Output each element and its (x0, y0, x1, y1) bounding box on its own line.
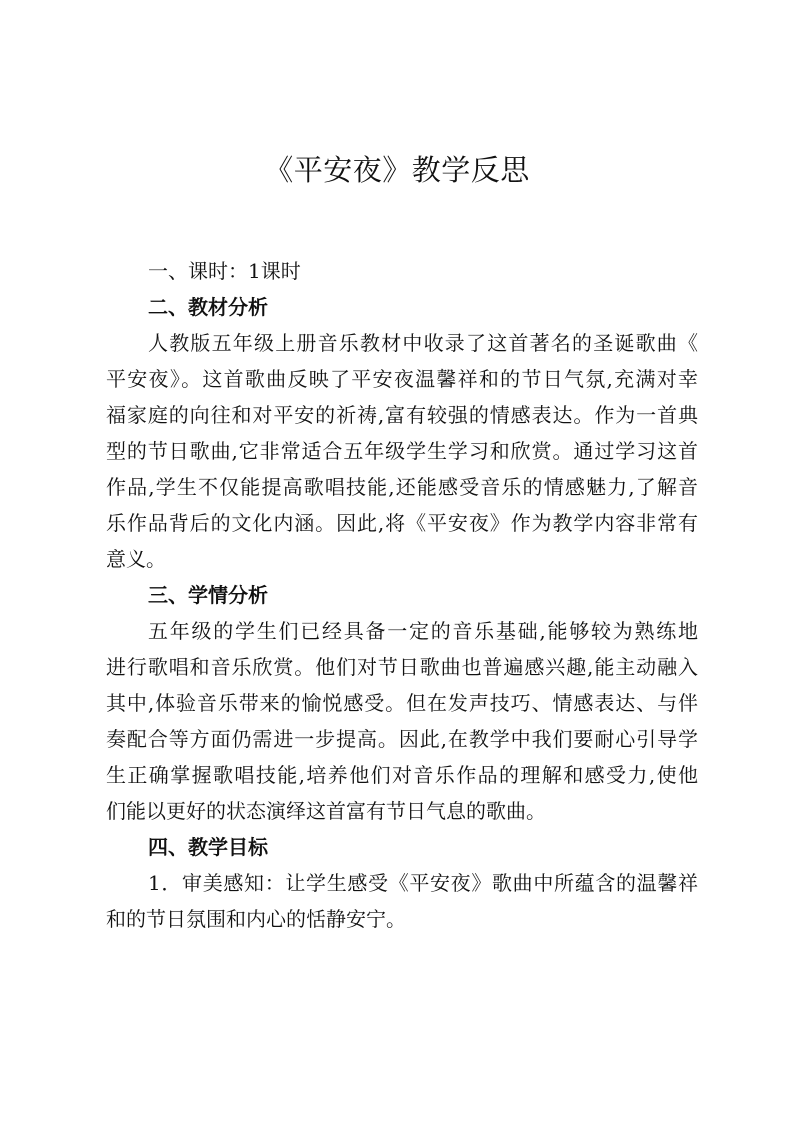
section-heading-teaching-goals: 四、教学目标 (148, 835, 268, 859)
paragraph-line: 1．审美感知：让学生感受《平安夜》歌曲中所蕴含的温馨祥 (148, 871, 698, 895)
paragraph-line: 人教版五年级上册音乐教材中收录了这首著名的圣诞歌曲《 (148, 331, 698, 355)
section-heading-textbook-analysis: 二、教材分析 (148, 295, 268, 319)
document-title: 《平安夜》教学反思 (264, 153, 530, 187)
paragraph-line: 作品,学生不仅能提高歌唱技能,还能感受音乐的情感魅力,了解音 (106, 475, 698, 499)
paragraph-line: 五年级的学生们已经具备一定的音乐基础,能够较为熟练地 (148, 619, 698, 643)
paragraph-line: 乐作品背后的文化内涵。因此,将《平安夜》作为教学内容非常有 (106, 511, 698, 535)
paragraph-line: 平安夜》。这首歌曲反映了平安夜温馨祥和的节日气氛,充满对幸 (106, 367, 698, 391)
paragraph-line: 型的节日歌曲,它非常适合五年级学生学习和欣赏。通过学习这首 (106, 439, 698, 463)
paragraph-line: 福家庭的向往和对平安的祈祷,富有较强的情感表达。作为一首典 (106, 403, 698, 427)
document-body (106, 253, 698, 937)
paragraph-line: 生正确掌握歌唱技能,培养他们对音乐作品的理解和感受力,使他 (106, 763, 698, 787)
paragraph-line: 其中,体验音乐带来的愉悦感受。但在发声技巧、情感表达、与伴 (106, 691, 698, 715)
paragraph-line: 和的节日氛围和内心的恬静安宁。 (106, 907, 406, 931)
paragraph-line: 意义。 (106, 547, 166, 571)
section-heading-student-analysis: 三、学情分析 (148, 583, 268, 607)
paragraph-line: 进行歌唱和音乐欣赏。他们对节日歌曲也普遍感兴趣,能主动融入 (106, 655, 698, 679)
class-hours-line: 一、课时：1课时 (148, 259, 301, 283)
paragraph-line: 奏配合等方面仍需进一步提高。因此,在教学中我们要耐心引导学 (106, 727, 698, 751)
paragraph-line: 们能以更好的状态演绎这首富有节日气息的歌曲。 (106, 799, 546, 823)
